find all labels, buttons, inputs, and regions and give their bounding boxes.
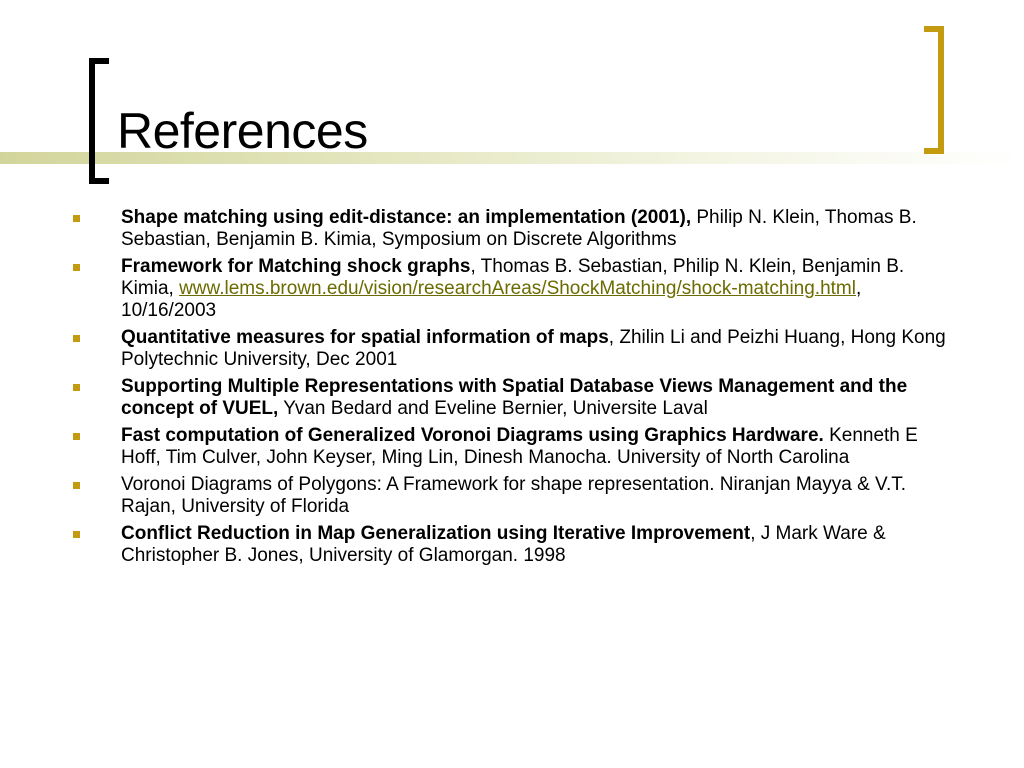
- reference-link[interactable]: www.lems.brown.edu/vision/researchAreas/ShockMatching/shock-matching.html: [179, 278, 856, 299]
- reference-details: Philip N. Klein, Thomas B. Sebastian, Benjamin B. Kimia, Symposium on Discrete Algorithms: [121, 207, 917, 250]
- square-bullet-icon: [73, 264, 80, 271]
- reference-details: Yvan Bedard and Eveline Bernier, Universite Laval: [278, 398, 708, 419]
- square-bullet-icon: [73, 335, 80, 342]
- reference-title: Quantitative measures for spatial information of maps: [121, 327, 609, 348]
- reference-title: Shape matching using edit-distance: an implementation (2001),: [121, 207, 692, 228]
- square-bullet-icon: [73, 384, 80, 391]
- references-list: [72, 207, 952, 572]
- reference-title: Framework for Matching shock graphs: [121, 256, 471, 277]
- reference-details: , J Mark Ware & Christopher B. Jones, University of Glamorgan. 1998: [121, 523, 886, 566]
- reference-title: Conflict Reduction in Map Generalization using Iterative Improvement: [121, 523, 751, 544]
- square-bullet-icon: [73, 531, 80, 538]
- reference-item-6: [72, 474, 952, 518]
- reference-details: Kenneth E Hoff, Tim Culver, John Keyser, Ming Lin, Dinesh Manocha. University of North Carolina: [121, 425, 918, 468]
- slide-title: References: [117, 103, 368, 159]
- reference-details: Voronoi Diagrams of Polygons: A Framework for shape representation. Niranjan Mayya & V.T. Rajan, University of Florida: [121, 474, 907, 517]
- reference-date: , 10/16/2003: [121, 278, 862, 321]
- square-bullet-icon: [73, 433, 80, 440]
- reference-item-1: [72, 207, 952, 251]
- reference-item-5: [72, 425, 952, 469]
- left-bracket-decoration: [89, 58, 109, 184]
- reference-item-7: [72, 523, 952, 567]
- reference-title: Fast computation of Generalized Voronoi Diagrams using Graphics Hardware.: [121, 425, 824, 446]
- reference-item-4: [72, 376, 952, 420]
- square-bullet-icon: [73, 215, 80, 222]
- reference-item-3: [72, 327, 952, 371]
- reference-item-2: [72, 256, 952, 322]
- reference-title: Supporting Multiple Representations with Spatial Database Views Management and the concept of VUEL,: [121, 376, 908, 419]
- square-bullet-icon: [73, 482, 80, 489]
- right-bracket-decoration: [924, 26, 944, 154]
- reference-details: , Zhilin Li and Peizhi Huang, Hong Kong Polytechnic University, Dec 2001: [121, 327, 946, 370]
- reference-details: , Thomas B. Sebastian, Philip N. Klein, Benjamin B. Kimia,: [121, 256, 905, 299]
